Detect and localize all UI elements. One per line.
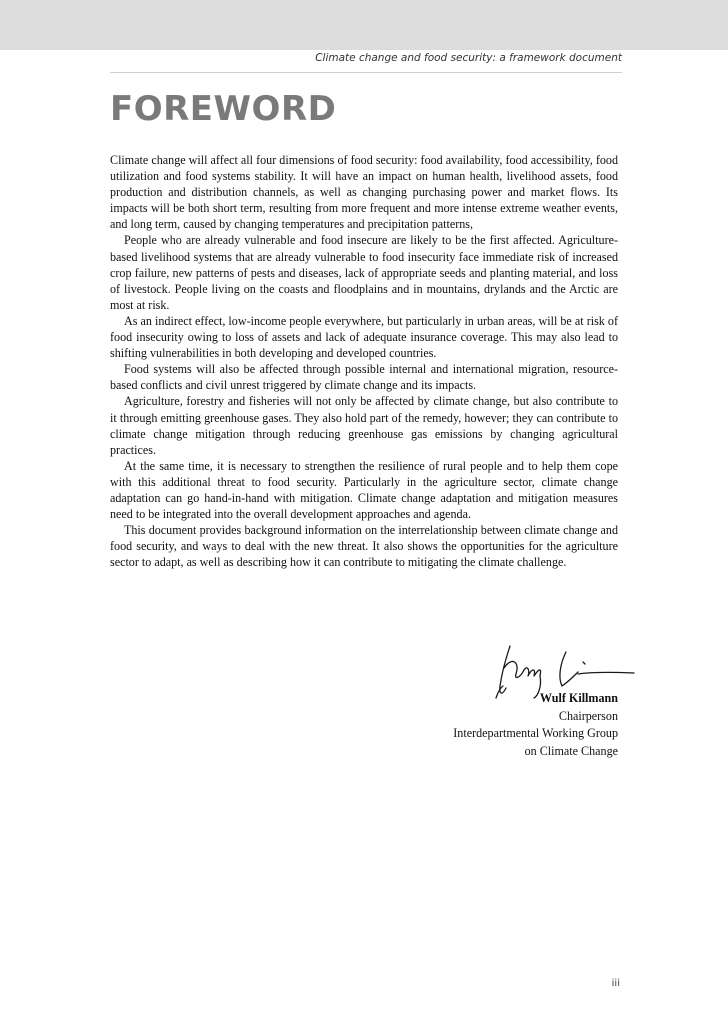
- page-number: iii: [611, 978, 620, 989]
- top-gray-band: [0, 0, 728, 50]
- signatory-group-continued: on Climate Change: [524, 743, 618, 758]
- paragraph-1: Climate change will affect all four dimensions of food security: food availability, food accessibility, food utilization and food systems stability. It will have an impact on human health, livelihood assets, food production and distribution channels, as well as changing purchasing power and market flows. Its impacts will be both short term, resulting from more frequent and more intense extreme weather events, and long term, caused by changing temperatures and precipitation patterns,: [110, 153, 618, 232]
- signoff-block: [453, 690, 618, 760]
- paragraph-4: Food systems will also be affected through possible internal and international migration, resource- based conflicts and civil unrest triggered by climate change and its impacts.: [110, 362, 618, 393]
- paragraph-3: As an indirect effect, low-income people everywhere, but particularly in urban areas, will be at risk of food insecurity owing to loss of assets and lack of adequate insurance coverage. This may also lead to shifting vulnerabilities in both developing and developed countries.: [110, 313, 618, 361]
- paragraph-5: Agriculture, forestry and fisheries will not only be affected by climate change, but also contribute to it through emitting greenhouse gases. They also hold part of the remedy, however; they can contribute to climate change mitigation through reducing greenhouse gas emissions by changing agricultural practices.: [110, 394, 618, 457]
- running-header: Climate change and food security: a framework document: [315, 52, 622, 64]
- paragraph-7: This document provides background information on the interrelationship between climate change and food security, and ways to deal with the new threat. It also shows the opportunities for the agriculture sector to adapt, as well as describing how it can contribute to mitigating the climate challenge.: [110, 523, 618, 570]
- foreword-body: [110, 152, 618, 570]
- signatory-name: Wulf Killmann: [539, 691, 618, 705]
- page-title: FOREWORD: [110, 89, 337, 129]
- signatory-group: Interdepartmental Working Group: [453, 726, 618, 740]
- paragraph-2: People who are already vulnerable and food insecure are likely to be the first affected. Agriculture-based livelihood systems that are already vulnerable to food insecurity face immediate risk of increased crop failure, new patterns of pests and diseases, lack of appropriate seeds and planting material, and loss of livestock. People living on the coasts and floodplains and in mountains, drylands and the Arctic are most at risk.: [110, 233, 618, 312]
- paragraph-6: At the same time, it is necessary to strengthen the resilience of rural people and to help them cope with this additional threat to food security. Particularly in the agriculture sector, climate change adaptation can go hand-in-hand with mitigation. Climate change adaptation and mitigation measures need to be integrated into the overall development approaches and agenda.: [110, 458, 618, 522]
- signatory-role: Chairperson: [558, 708, 618, 723]
- header-divider: [110, 72, 622, 73]
